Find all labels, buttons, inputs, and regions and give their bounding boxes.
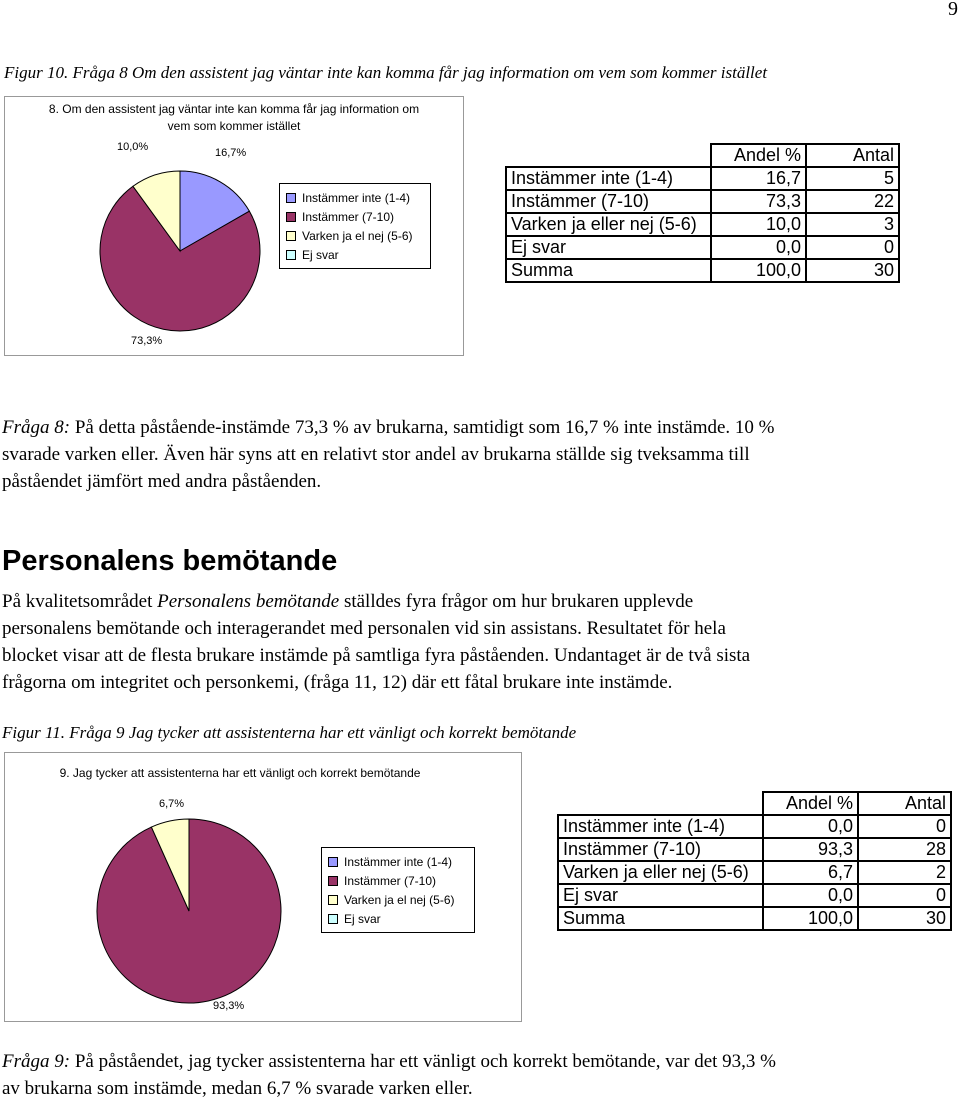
table-cell-andel: 0,0	[763, 815, 858, 838]
table-header-row	[506, 144, 899, 167]
table-cell-label: Summa	[506, 259, 711, 282]
section-paragraph	[2, 588, 958, 696]
legend-swatch	[286, 212, 296, 222]
figure-11-chart-title: 9. Jag tycker att assistenterna har ett vänligt och korrekt bemötande	[59, 766, 421, 780]
table-cell-andel: 0,0	[763, 884, 858, 907]
figure-10-caption: Figur 10. Fråga 8 Om den assistent jag väntar inte kan komma får jag information om vem som kommer istället	[4, 63, 768, 82]
table-cell-andel: 6,7	[763, 861, 858, 884]
table-cell-andel: 73,3	[711, 190, 806, 213]
table-cell-antal: 28	[858, 838, 951, 861]
legend-swatch	[328, 857, 338, 867]
legend-label: Ej svar	[344, 911, 381, 926]
table-row	[558, 907, 951, 930]
table-cell-andel: 100,0	[711, 259, 806, 282]
figure-11-legend	[321, 847, 475, 933]
legend-item	[286, 245, 424, 264]
legend-swatch	[286, 193, 296, 203]
table-cell-antal: 22	[806, 190, 899, 213]
legend-swatch	[286, 250, 296, 260]
table-cell-label: Instämmer (7-10)	[558, 838, 763, 861]
table-cell-antal: 3	[806, 213, 899, 236]
table-row	[558, 884, 951, 907]
page-number: 9	[948, 0, 958, 20]
figure-11-caption: Figur 11. Fråga 9 Jag tycker att assistenterna har ett vänligt och korrekt bemötande	[2, 723, 577, 742]
chart-title-line: vem som kommer istället	[167, 119, 301, 133]
figure-11-table	[557, 791, 952, 931]
table-cell-antal: 0	[858, 815, 951, 838]
table-cell-antal: 0	[806, 236, 899, 259]
paragraph-line: På påståendet, jag tycker assistenterna har ett vänligt och korrekt bemötande, var det 93,3 %	[70, 1051, 777, 1072]
table-cell-label: Instämmer (7-10)	[506, 190, 711, 213]
fraga-9-label: Fråga 9:	[2, 1051, 71, 1072]
table-cell-andel: 10,0	[711, 213, 806, 236]
table-row	[558, 838, 951, 861]
pie-label-varken: 6,7%	[159, 798, 185, 810]
table-row	[506, 167, 899, 190]
table-cell-antal: 5	[806, 167, 899, 190]
legend-label: Instämmer (7-10)	[302, 209, 395, 224]
table-row	[558, 861, 951, 884]
legend-label: Instämmer inte (1-4)	[344, 854, 453, 869]
table-cell-andel: 100,0	[763, 907, 858, 930]
legend-label: Instämmer inte (1-4)	[302, 190, 411, 205]
legend-label: Ej svar	[302, 247, 339, 262]
table-cell-antal: 0	[858, 884, 951, 907]
legend-label: Instämmer (7-10)	[344, 873, 437, 888]
table-blank-cell	[506, 144, 711, 167]
pie-label-varken: 10,0%	[117, 141, 149, 153]
table-cell-label: Ej svar	[558, 884, 763, 907]
paragraph-line: personalens bemötande och interagerandet med personalen vid sin assistans. Resultatet för hela	[2, 618, 726, 639]
paragraph-text: ställdes fyra frågor om hur brukaren upplevde	[339, 591, 694, 612]
legend-item	[286, 226, 424, 245]
paragraph-line: påståendet jämfört med andra påståenden.	[2, 471, 322, 492]
legend-swatch	[328, 876, 338, 886]
table-cell-label: Summa	[558, 907, 763, 930]
figure-10-legend	[279, 183, 431, 269]
table-header-andel: Andel %	[763, 792, 858, 815]
figure-10-table	[505, 143, 900, 283]
table-cell-andel: 16,7	[711, 167, 806, 190]
fraga-9-paragraph	[2, 1048, 958, 1102]
legend-item	[328, 890, 468, 909]
table-cell-label: Ej svar	[506, 236, 711, 259]
table-row	[506, 190, 899, 213]
table-cell-label: Instämmer inte (1-4)	[506, 167, 711, 190]
fraga-8-label: Fråga 8:	[2, 417, 71, 438]
pie-label-instammer: 73,3%	[131, 335, 163, 347]
legend-swatch	[328, 895, 338, 905]
legend-item	[328, 909, 468, 928]
table-header-antal: Antal	[858, 792, 951, 815]
table-cell-label: Varken ja eller nej (5-6)	[506, 213, 711, 236]
table-header-andel: Andel %	[711, 144, 806, 167]
paragraph-line: frågorna om integritet och personkemi, (fråga 11, 12) där ett fåtal brukare inte instämde.	[2, 672, 673, 693]
legend-item	[286, 188, 424, 207]
section-heading: Personalens bemötande	[2, 545, 338, 577]
legend-swatch	[328, 914, 338, 924]
legend-label: Varken ja el nej (5-6)	[302, 228, 413, 243]
table-row	[506, 236, 899, 259]
fraga-8-paragraph	[2, 414, 958, 495]
paragraph-text: På kvalitetsområdet	[2, 591, 158, 612]
legend-item	[328, 871, 468, 890]
paragraph-line: blocket visar att de flesta brukare instämde på samtliga fyra påståenden. Undantaget är de två sista	[2, 645, 751, 666]
table-cell-antal: 30	[858, 907, 951, 930]
table-cell-antal: 30	[806, 259, 899, 282]
paragraph-line: svarade varken eller. Även här syns att en relativt stor andel av brukarna ställde sig tveksamma till	[2, 444, 750, 465]
table-header-antal: Antal	[806, 144, 899, 167]
pie-label-instammer: 93,3%	[213, 1000, 245, 1012]
pie-label-instammer-inte: 16,7%	[215, 147, 247, 159]
chart-title-line: 8. Om den assistent jag väntar inte kan komma får jag information om	[48, 102, 420, 116]
legend-item	[328, 852, 468, 871]
figure-11-chart-area	[4, 752, 522, 1022]
table-cell-label: Varken ja eller nej (5-6)	[558, 861, 763, 884]
table-blank-cell	[558, 792, 763, 815]
table-row	[558, 815, 951, 838]
table-cell-andel: 93,3	[763, 838, 858, 861]
legend-item	[286, 207, 424, 226]
table-row	[506, 259, 899, 282]
table-row	[506, 213, 899, 236]
paragraph-italic: Personalens bemötande	[157, 591, 340, 612]
legend-label: Varken ja el nej (5-6)	[344, 892, 455, 907]
legend-swatch	[286, 231, 296, 241]
paragraph-line: av brukarna som instämde, medan 6,7 % svarade varken eller.	[2, 1078, 473, 1099]
table-header-row	[558, 792, 951, 815]
table-cell-label: Instämmer inte (1-4)	[558, 815, 763, 838]
table-cell-antal: 2	[858, 861, 951, 884]
paragraph-line: På detta påstående-instämde 73,3 % av brukarna, samtidigt som 16,7 % inte instämde. 10 %	[70, 417, 775, 438]
table-cell-andel: 0,0	[711, 236, 806, 259]
figure-10-chart-area	[4, 96, 464, 356]
